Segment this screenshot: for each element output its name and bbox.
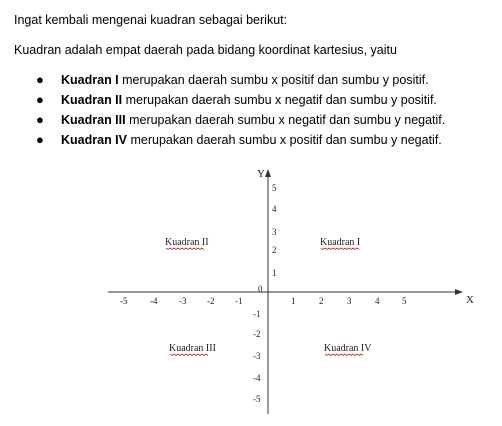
y-tick-label: -3 xyxy=(253,351,261,361)
x-tick-label: 3 xyxy=(347,296,352,306)
list-item-desc: merupakan daerah sumbu x positif dan sumbu y negatif. xyxy=(130,133,442,147)
bullet-icon: ● xyxy=(36,112,44,127)
x-tick-label: -1 xyxy=(235,296,243,306)
y-tick-label: 3 xyxy=(272,227,277,237)
x-tick-label: 2 xyxy=(319,296,324,306)
x-tick-label: 4 xyxy=(375,296,380,306)
list-item-desc: merupakan daerah sumbu x negatif dan sumbu y negatif. xyxy=(129,113,446,127)
x-tick-label: 5 xyxy=(402,296,407,306)
list-item-term: Kuadran III xyxy=(61,113,126,127)
y-tick-label: -4 xyxy=(253,373,261,383)
x-tick-label: -3 xyxy=(179,296,187,306)
spellcheck-underline xyxy=(321,248,359,250)
y-tick-label: 5 xyxy=(272,183,277,193)
quadrant-label-iv: Kuadran IV xyxy=(324,343,372,354)
bullet-icon: ● xyxy=(36,72,44,87)
y-tick-label: 1 xyxy=(272,268,277,278)
list-item-desc: merupakan daerah sumbu x negatif dan sumbu y positif. xyxy=(125,93,437,107)
spellcheck-underline xyxy=(170,354,208,356)
spellcheck-underline xyxy=(166,248,204,250)
quadrant-labels xyxy=(165,237,372,354)
origin-label: 0 xyxy=(258,284,263,294)
y-tick-labels-negative xyxy=(253,309,261,404)
y-axis-label: Y xyxy=(257,168,265,180)
definition-text: Kuadran adalah empat daerah pada bidang koordinat kartesius, yaitu xyxy=(14,43,397,57)
y-tick-labels-positive xyxy=(272,183,277,278)
y-tick-label: 2 xyxy=(272,245,277,255)
x-tick-labels xyxy=(120,296,407,306)
y-tick-label: -2 xyxy=(253,329,261,339)
x-tick-label: -2 xyxy=(207,296,215,306)
x-tick-label: -5 xyxy=(120,296,128,306)
bullet-icon: ● xyxy=(36,92,44,107)
y-tick-label: -5 xyxy=(253,394,261,404)
spellcheck-underline xyxy=(325,354,363,356)
y-tick-label: -1 xyxy=(253,309,261,319)
list-item-term: Kuadran IV xyxy=(61,133,127,147)
list-item-term: Kuadran II xyxy=(61,93,123,107)
x-tick-label: 1 xyxy=(291,296,296,306)
quadrant-label-i: Kuadran I xyxy=(320,237,361,248)
x-axis-label: X xyxy=(466,294,474,306)
list-item-term: Kuadran I xyxy=(61,73,119,87)
y-tick-label: 4 xyxy=(272,204,277,214)
quadrant-label-ii: Kuadran II xyxy=(165,237,209,248)
x-tick-label: -4 xyxy=(150,296,158,306)
quadrant-label-iii: Kuadran III xyxy=(169,343,216,354)
intro-text: Ingat kembali mengenai kuadran sebagai berikut: xyxy=(14,13,288,27)
bullet-icon: ● xyxy=(36,132,44,147)
list-item-desc: merupakan daerah sumbu x positif dan sumbu y positif. xyxy=(122,73,429,87)
spellcheck-underlines xyxy=(166,248,363,356)
